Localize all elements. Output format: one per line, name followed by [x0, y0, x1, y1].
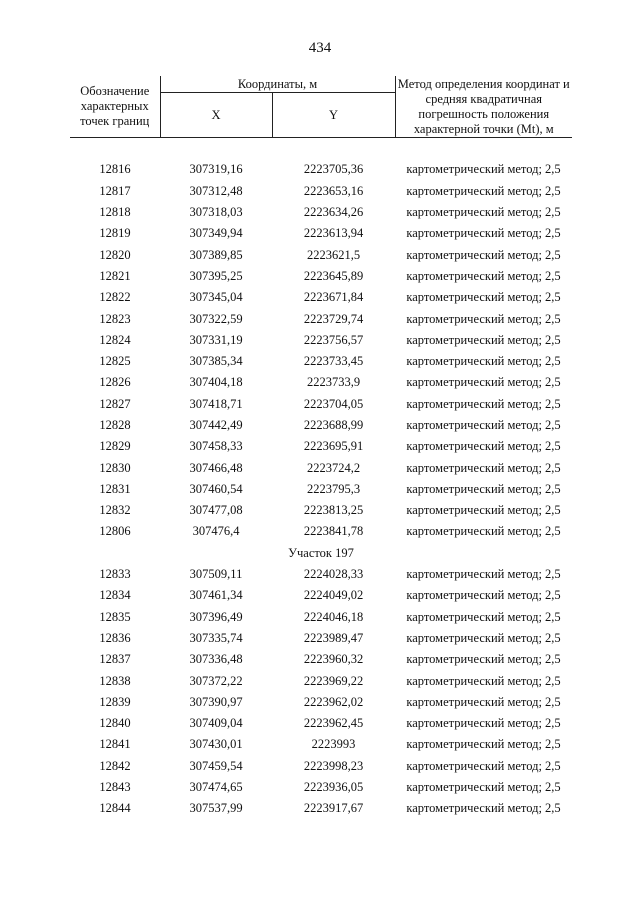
x-coordinate-cell: 307395,25 [189, 268, 243, 283]
method-cell: картометрический метод; 2,5 [406, 183, 561, 198]
table-row [70, 436, 572, 457]
method-cell: картометрический метод; 2,5 [406, 418, 561, 432]
header-spacer [70, 138, 572, 160]
table-row [70, 330, 572, 351]
y-coordinate-cell: 2224028,33 [303, 567, 364, 582]
point-id-cell: 12806 [99, 524, 131, 539]
table-row [70, 798, 572, 819]
point-id-cell: 12816 [99, 162, 131, 177]
method-cell: картометрический метод; 2,5 [406, 162, 561, 177]
point-id-cell: 12819 [99, 226, 131, 241]
method-cell: картометрический метод; 2,5 [406, 375, 561, 390]
method-cell: картометрический метод; 2,5 [406, 801, 561, 816]
point-id-cell: 12828 [99, 418, 131, 432]
point-id-cell: 12823 [99, 311, 131, 326]
header-coordinates: Координаты, м [160, 76, 395, 93]
x-coordinate-cell: 307404,18 [189, 375, 243, 390]
method-cell: картометрический метод; 2,5 [406, 460, 561, 475]
method-cell: картометрический метод; 2,5 [406, 737, 561, 752]
coordinates-table [70, 76, 572, 820]
y-coordinate-cell: 2223733,45 [303, 354, 364, 369]
point-id-cell: 12821 [99, 268, 131, 283]
method-cell: картометрический метод; 2,5 [406, 694, 561, 709]
point-id-cell: 12832 [99, 503, 131, 518]
x-coordinate-cell: 307349,94 [189, 226, 243, 241]
method-cell: картометрический метод; 2,5 [406, 481, 561, 496]
method-cell: картометрический метод; 2,5 [406, 758, 561, 773]
point-id-cell: 12843 [99, 780, 131, 795]
method-cell: картометрический метод; 2,5 [406, 205, 561, 220]
x-coordinate-cell: 307409,04 [189, 716, 243, 731]
x-coordinate-cell: 307442,49 [189, 418, 243, 432]
table-row [70, 777, 572, 798]
y-coordinate-cell: 2223671,84 [303, 290, 364, 305]
table-row [70, 372, 572, 393]
x-coordinate-cell: 307509,11 [189, 567, 243, 582]
x-coordinate-cell: 307537,99 [189, 801, 243, 816]
table-row [70, 351, 572, 372]
header-x: X [160, 93, 272, 138]
method-cell: картометрический метод; 2,5 [406, 673, 561, 688]
y-coordinate-cell: 2223695,91 [303, 439, 364, 454]
method-cell: картометрический метод; 2,5 [406, 311, 561, 326]
table-row [70, 521, 572, 542]
x-coordinate-cell: 307430,01 [189, 737, 243, 752]
x-coordinate-cell: 307318,03 [189, 205, 243, 220]
header-y: Y [272, 93, 395, 138]
x-coordinate-cell: 307331,19 [189, 332, 243, 347]
y-coordinate-cell: 2223704,05 [303, 396, 364, 411]
table-row [70, 734, 572, 755]
y-coordinate-cell: 2223998,23 [303, 758, 364, 773]
x-coordinate-cell: 307476,4 [192, 524, 240, 539]
x-coordinate-cell: 307477,08 [189, 503, 243, 518]
x-coordinate-cell: 307390,97 [189, 694, 243, 709]
table-row [70, 585, 572, 606]
y-coordinate-cell: 2223960,32 [303, 652, 364, 667]
y-coordinate-cell: 2223688,99 [303, 418, 364, 432]
point-id-cell: 12839 [99, 694, 131, 709]
point-id-cell: 12837 [99, 652, 131, 667]
y-coordinate-cell: 2224049,02 [303, 588, 364, 603]
method-cell: картометрический метод; 2,5 [406, 354, 561, 369]
point-id-cell: 12833 [99, 567, 131, 582]
point-id-cell: 12831 [99, 481, 131, 496]
table-row [70, 628, 572, 649]
y-coordinate-cell: 2223733,9 [306, 375, 361, 390]
method-cell: картометрический метод; 2,5 [406, 332, 561, 347]
y-coordinate-cell: 2223962,02 [303, 694, 364, 709]
y-coordinate-cell: 2223634,26 [303, 205, 364, 220]
table-row [70, 713, 572, 734]
y-coordinate-cell: 2223653,16 [303, 183, 364, 198]
table-row [70, 670, 572, 691]
x-coordinate-cell: 307372,22 [189, 673, 243, 688]
table-row [70, 457, 572, 478]
point-id-cell: 12840 [99, 716, 131, 731]
method-cell: картометрический метод; 2,5 [406, 716, 561, 731]
table-row [70, 649, 572, 670]
table-row [70, 415, 572, 436]
point-id-cell: 12824 [99, 332, 131, 347]
y-coordinate-cell: 2223969,22 [303, 673, 364, 688]
point-id-cell: 12836 [99, 630, 131, 645]
method-cell: картометрический метод; 2,5 [406, 396, 561, 411]
point-id-cell: 12841 [99, 737, 131, 752]
table-row [70, 607, 572, 628]
method-cell: картометрический метод; 2,5 [406, 247, 561, 262]
method-cell: картометрический метод; 2,5 [406, 609, 561, 624]
y-coordinate-cell: 2223841,78 [303, 524, 364, 539]
point-id-cell: 12820 [99, 247, 131, 262]
x-coordinate-cell: 307336,48 [189, 652, 243, 667]
y-coordinate-cell: 2223705,36 [303, 162, 364, 177]
method-cell: картометрический метод; 2,5 [406, 588, 561, 603]
x-coordinate-cell: 307385,34 [189, 354, 243, 369]
table-row [70, 159, 572, 180]
table-row [70, 394, 572, 415]
method-cell: картометрический метод; 2,5 [406, 290, 561, 305]
y-coordinate-cell: 2223813,25 [303, 503, 364, 518]
table-row [70, 564, 572, 585]
method-cell: картометрический метод; 2,5 [406, 780, 561, 795]
x-coordinate-cell: 307396,49 [189, 609, 243, 624]
y-coordinate-cell: 2223962,45 [303, 716, 364, 731]
point-id-cell: 12838 [99, 673, 131, 688]
x-coordinate-cell: 307335,74 [189, 630, 243, 645]
point-id-cell: 12817 [99, 183, 131, 198]
point-id-cell: 12842 [99, 758, 131, 773]
point-id-cell: 12826 [99, 375, 131, 390]
point-id-cell: 12830 [99, 460, 131, 475]
y-coordinate-cell: 2223917,67 [303, 801, 364, 816]
y-coordinate-cell: 2223936,05 [303, 780, 364, 795]
method-cell: картометрический метод; 2,5 [406, 226, 561, 241]
table-row [70, 287, 572, 308]
section-title: Участок 197 [288, 545, 354, 560]
y-coordinate-cell: 2223724,2 [306, 460, 361, 475]
table-row [70, 692, 572, 713]
y-coordinate-cell: 2223645,89 [303, 268, 364, 283]
method-cell: картометрический метод; 2,5 [406, 524, 561, 539]
y-coordinate-cell: 2223613,94 [303, 226, 364, 241]
y-coordinate-cell: 2224046,18 [303, 609, 364, 624]
method-cell: картометрический метод; 2,5 [406, 503, 561, 518]
y-coordinate-cell: 2223756,57 [303, 332, 364, 347]
table-row [70, 223, 572, 244]
x-coordinate-cell: 307460,54 [189, 481, 243, 496]
x-coordinate-cell: 307322,59 [189, 311, 243, 326]
table-row [70, 479, 572, 500]
method-cell: картометрический метод; 2,5 [406, 630, 561, 645]
section-row [70, 543, 572, 564]
method-cell: картометрический метод; 2,5 [406, 652, 561, 667]
table-row [70, 756, 572, 777]
point-id-cell: 12835 [99, 609, 131, 624]
table-row [70, 266, 572, 287]
point-id-cell: 12829 [99, 439, 131, 454]
x-coordinate-cell: 307466,48 [189, 460, 243, 475]
y-coordinate-cell: 2223993 [311, 737, 356, 752]
x-coordinate-cell: 307459,54 [189, 758, 243, 773]
y-coordinate-cell: 2223795,3 [306, 481, 361, 496]
point-id-cell: 12827 [99, 396, 131, 411]
table-row [70, 202, 572, 223]
x-coordinate-cell: 307389,85 [189, 247, 243, 262]
method-cell: картометрический метод; 2,5 [406, 439, 561, 454]
point-id-cell: 12818 [99, 205, 131, 220]
method-cell: картометрический метод; 2,5 [406, 268, 561, 283]
y-coordinate-cell: 2223729,74 [303, 311, 364, 326]
x-coordinate-cell: 307458,33 [189, 439, 243, 454]
point-id-cell: 12825 [99, 354, 131, 369]
point-id-cell: 12822 [99, 290, 131, 305]
x-coordinate-cell: 307345,04 [189, 290, 243, 305]
table-row [70, 500, 572, 521]
table-row [70, 181, 572, 202]
x-coordinate-cell: 307474,65 [189, 780, 243, 795]
point-id-cell: 12834 [99, 588, 131, 603]
y-coordinate-cell: 2223989,47 [303, 630, 364, 645]
method-cell: картометрический метод; 2,5 [406, 567, 561, 582]
x-coordinate-cell: 307418,71 [189, 396, 243, 411]
table-row [70, 308, 572, 329]
table-body [70, 138, 572, 820]
x-coordinate-cell: 307461,34 [189, 588, 243, 603]
page-number: 434 [308, 40, 332, 56]
header-method: Метод определения координат и средняя квадратичная погрешность положения характерной точки (Mt), м [395, 76, 572, 138]
point-id-cell: 12844 [99, 801, 131, 816]
x-coordinate-cell: 307312,48 [189, 183, 243, 198]
header-designation: Обозначение характерных точек границ [70, 76, 160, 138]
y-coordinate-cell: 2223621,5 [306, 247, 361, 262]
x-coordinate-cell: 307319,16 [189, 162, 243, 177]
table-row [70, 244, 572, 265]
